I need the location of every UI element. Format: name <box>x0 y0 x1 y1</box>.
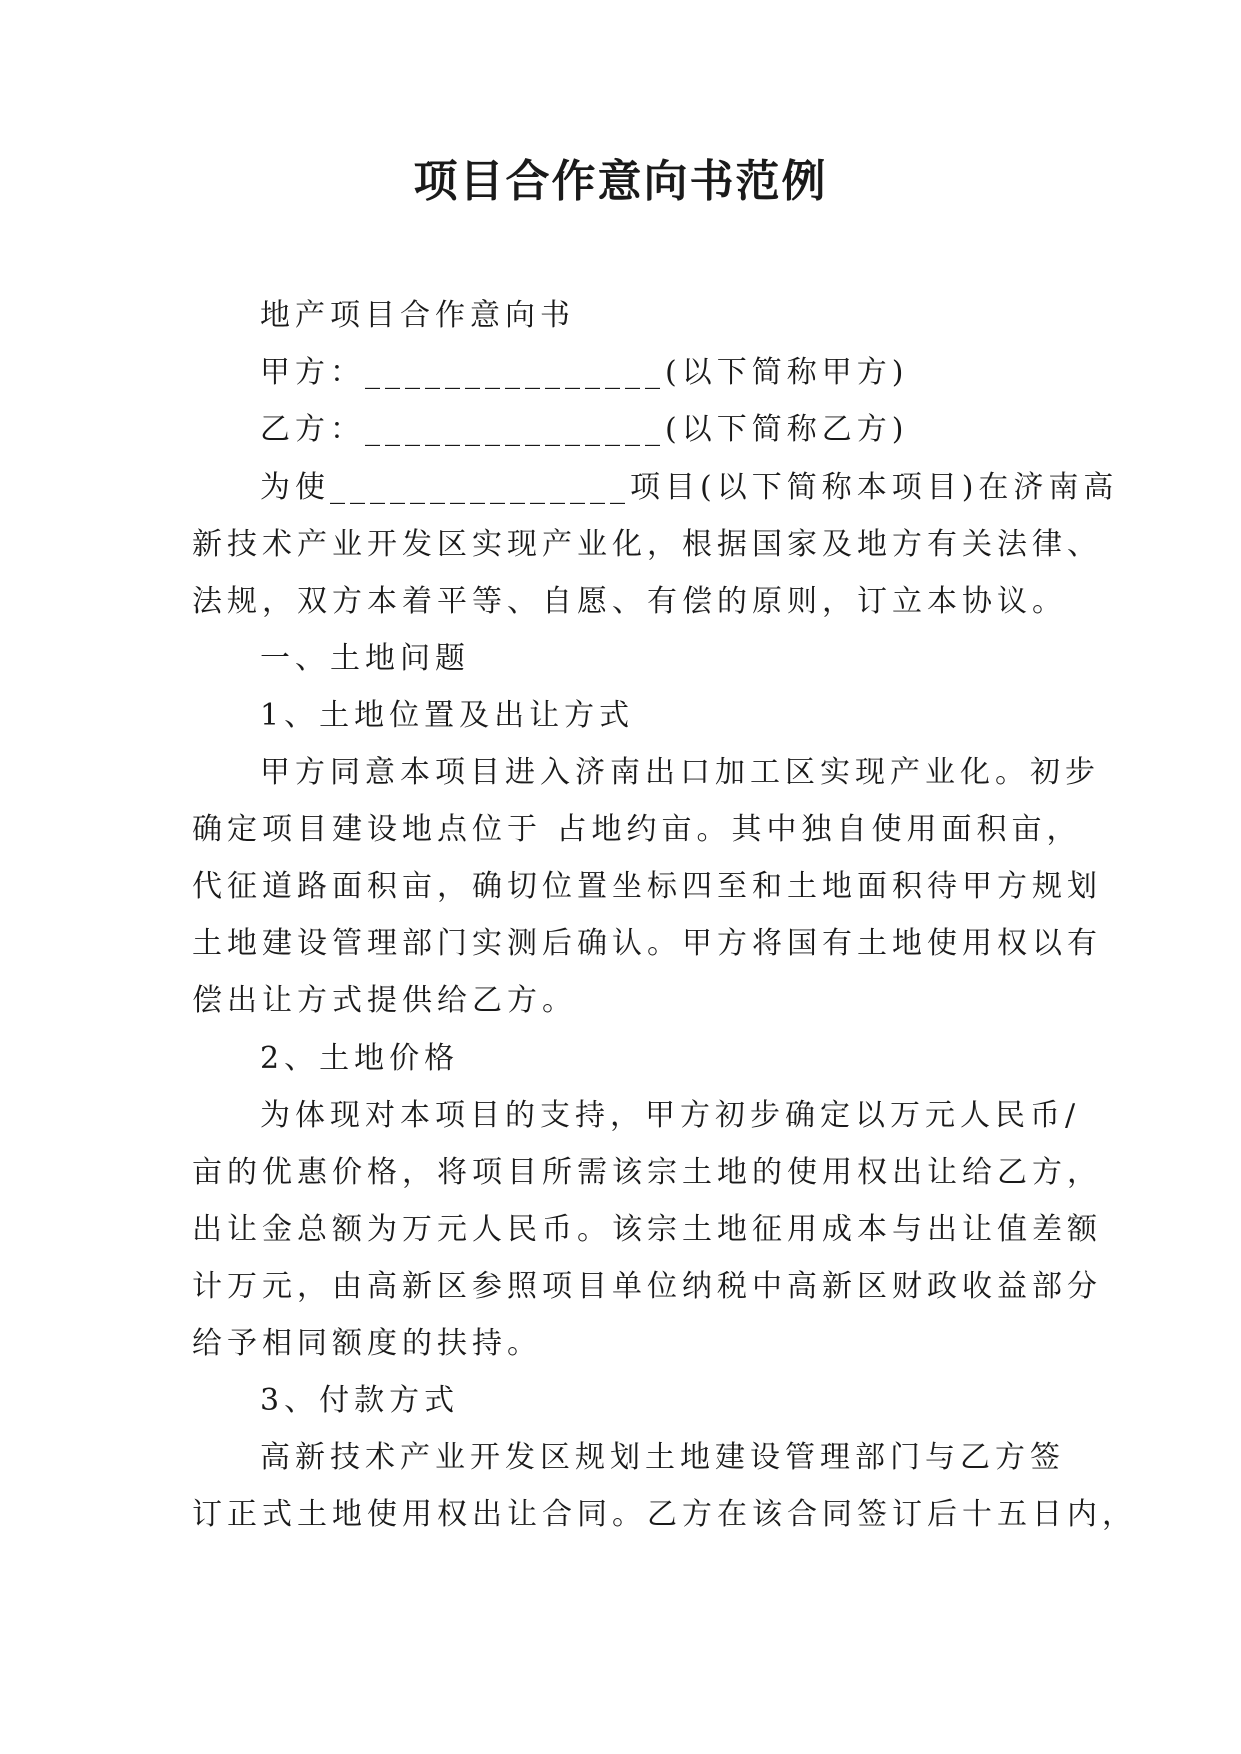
paragraph-line: 甲方同意本项目进入济南出口加工区实现产业化。初步 <box>260 755 1100 790</box>
paragraph-line: 新技术产业开发区实现产业化，根据国家及地方有关法律、 <box>192 527 1102 562</box>
section-heading: 一、土地问题 <box>260 641 470 676</box>
paragraph-line: 为使_______________项目(以下简称本项目)在济南高 <box>260 470 1119 505</box>
party-b-line: 乙方：_______________(以下简称乙方) <box>260 412 909 447</box>
paragraph-line: 亩的优惠价格，将项目所需该宗土地的使用权出让给乙方， <box>192 1155 1102 1190</box>
paragraph-line: 确定项目建设地点位于 占地约亩。其中独自使用面积亩， <box>192 812 1082 847</box>
paragraph-line: 法规，双方本着平等、自愿、有偿的原则，订立本协议。 <box>192 584 1067 619</box>
doc-subtitle: 地产项目合作意向书 <box>260 298 575 333</box>
paragraph-line: 土地建设管理部门实测后确认。甲方将国有土地使用权以有 <box>192 926 1102 961</box>
subsection-heading: 1、土地位置及出让方式 <box>260 698 635 733</box>
document-title: 项目合作意向书范例 <box>413 156 828 207</box>
paragraph-line: 代征道路面积亩，确切位置坐标四至和土地面积待甲方规划 <box>192 869 1102 904</box>
paragraph-line: 偿出让方式提供给乙方。 <box>192 983 577 1018</box>
paragraph-line: 计万元，由高新区参照项目单位纳税中高新区财政收益部分 <box>192 1269 1102 1304</box>
party-a-line: 甲方：_______________(以下简称甲方) <box>260 355 909 390</box>
paragraph-line: 高新技术产业开发区规划土地建设管理部门与乙方签 <box>260 1440 1065 1475</box>
subsection-heading: 2、土地价格 <box>260 1041 460 1076</box>
subsection-heading: 3、付款方式 <box>260 1383 460 1418</box>
paragraph-line: 给予相同额度的扶持。 <box>192 1326 542 1361</box>
paragraph-line: 出让金总额为万元人民币。该宗土地征用成本与出让值差额 <box>192 1212 1102 1247</box>
paragraph-line: 为体现对本项目的支持，甲方初步确定以万元人民币/ <box>260 1098 1081 1133</box>
paragraph-line: 订正式土地使用权出让合同。乙方在该合同签订后十五日内， <box>192 1497 1137 1532</box>
